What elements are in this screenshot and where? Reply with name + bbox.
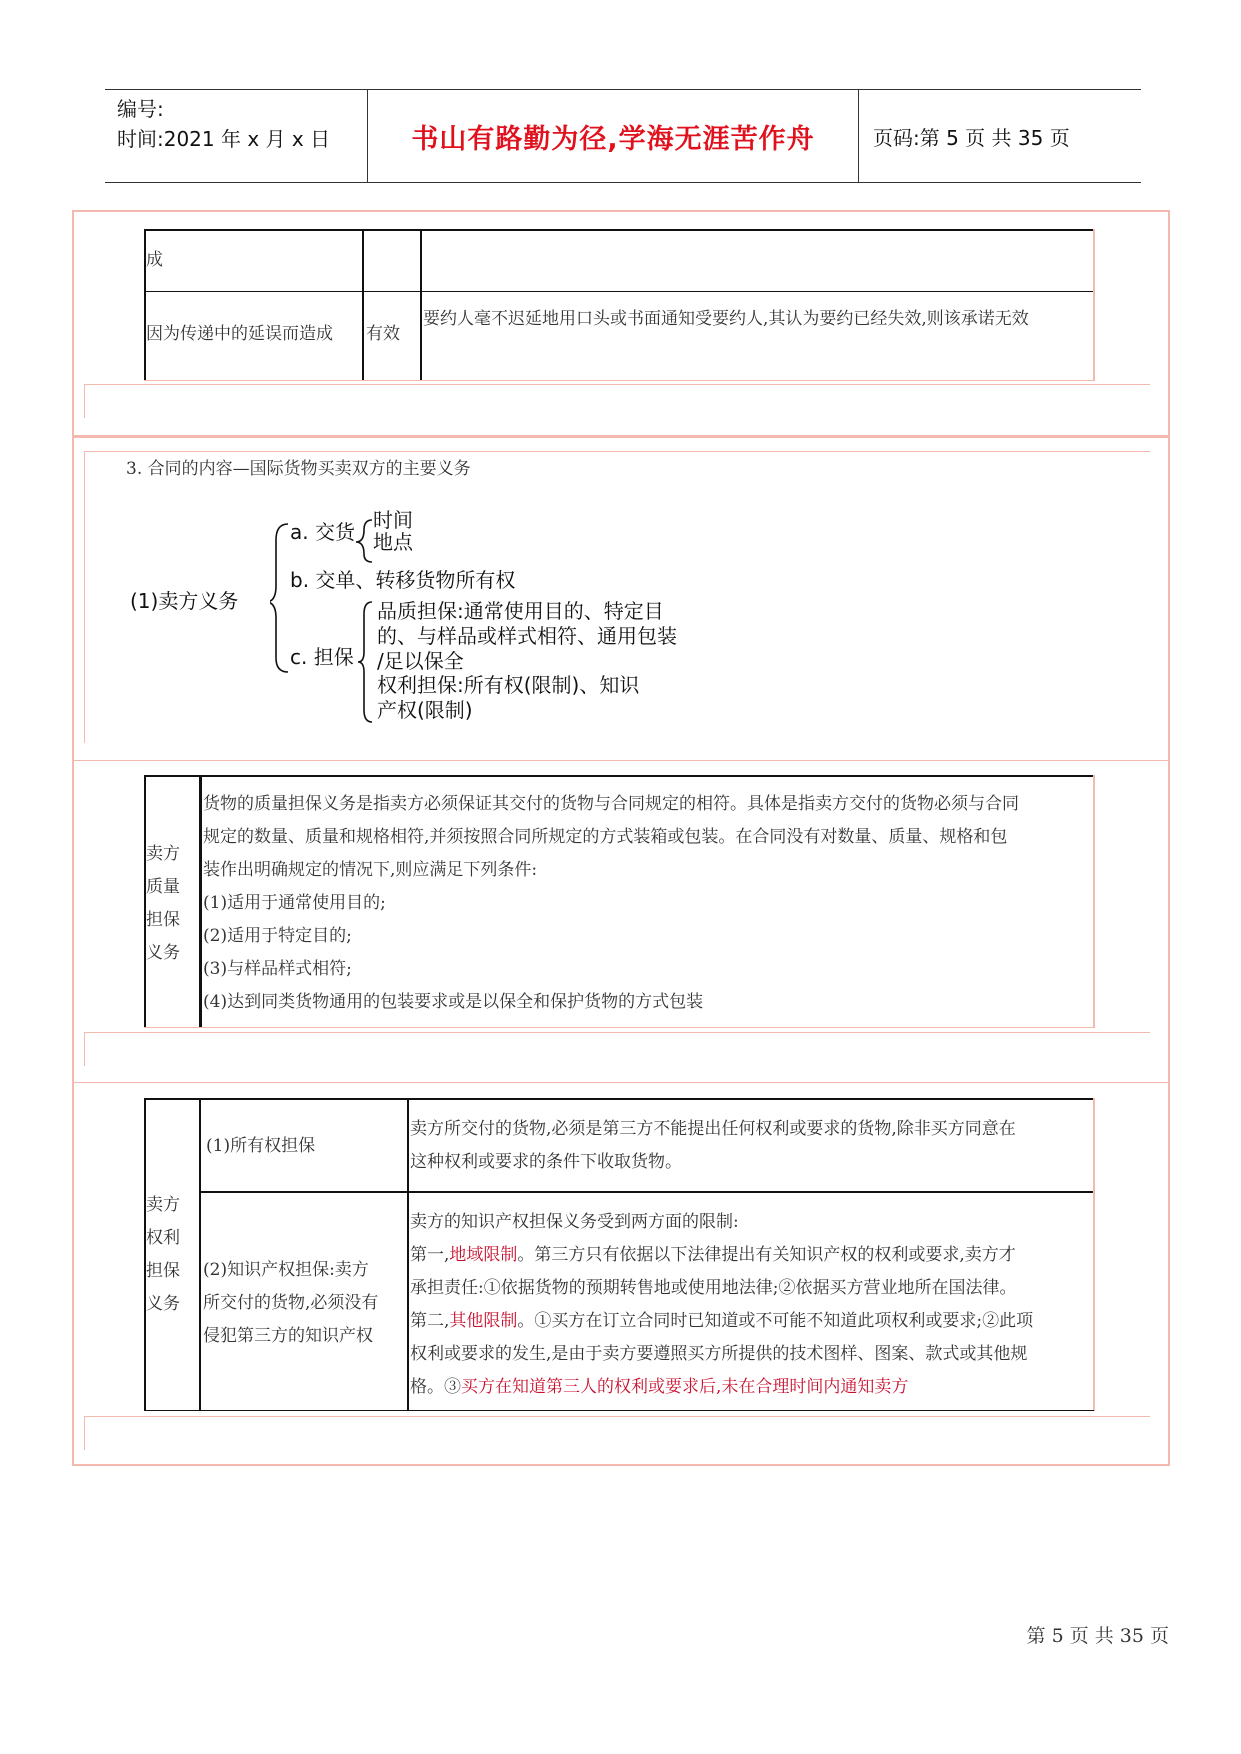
footer-page-number: 第 5 页 共 35 页 bbox=[1026, 1625, 1169, 1647]
table-cell: 因为传递中的延误而造成 bbox=[146, 324, 333, 344]
mindmap-root: (1)卖方义务 bbox=[130, 589, 239, 613]
ownership-guarantee-title: (1)所有权担保 bbox=[206, 1136, 316, 1156]
mindmap-leaf: 时间 bbox=[373, 508, 413, 532]
table-border bbox=[199, 775, 202, 1028]
highlight-other-limit: 其他限制 bbox=[449, 1311, 518, 1331]
header-meta bbox=[117, 94, 330, 154]
table-border bbox=[144, 291, 1094, 292]
frame-divider bbox=[72, 760, 1170, 761]
table-cell: 有效 bbox=[366, 324, 400, 344]
table-border bbox=[144, 229, 1094, 231]
mindmap-leaf: 产权(限制) bbox=[377, 698, 473, 722]
mindmap-node-c: c. 担保 bbox=[290, 645, 354, 669]
rights-label: 卖方 权利 担保 义务 bbox=[146, 1195, 180, 1314]
frame-divider bbox=[84, 451, 1150, 452]
document-time: 时间:2021 年 x 月 x 日 bbox=[117, 127, 331, 151]
table-border bbox=[1093, 1098, 1095, 1411]
table-border bbox=[420, 229, 422, 381]
frame-divider bbox=[84, 1416, 85, 1450]
frame-divider bbox=[72, 1082, 1170, 1083]
table-border bbox=[144, 775, 1094, 777]
table-border bbox=[199, 1098, 201, 1411]
table-border bbox=[199, 1191, 1094, 1193]
table-border bbox=[407, 1098, 409, 1411]
frame-divider bbox=[84, 384, 1150, 385]
section-title: 3. 合同的内容—国际货物买卖双方的主要义务 bbox=[126, 459, 471, 479]
table-border bbox=[144, 1027, 1094, 1028]
mindmap-node-a: a. 交货 bbox=[290, 520, 355, 544]
frame-divider bbox=[84, 451, 85, 743]
quality-label: 卖方 质量 担保 义务 bbox=[146, 844, 180, 963]
frame-divider bbox=[84, 1032, 85, 1066]
ip-guarantee-content: 卖方的知识产权担保义务受到两方面的限制: 第一,地域限制。第三方只有依据以下法律提出有关知识产权的权利或要求,卖方才 承担责任:①依据货物的预期转售地或使用地法律;②依据买方营业地所在国法律。 第二,其他限制。①买方在订立合同时已知道或不可能不知道此项权利或要求;②此项 权利或要求的发生,是由于卖方要遵照买方所提供的技术图样、图案、款式或其他规 格。③买方在知道第三人的权利或要求后,未在合理时间内通知卖方 bbox=[410, 1212, 1034, 1397]
mindmap-brace-icon bbox=[356, 598, 376, 726]
page-header bbox=[105, 89, 1141, 183]
table-border bbox=[144, 380, 1094, 381]
ownership-guarantee-content: 卖方所交付的货物,必须是第三方不能提出任何权利或要求的货物,除非买方同意在 这种权利或要求的条件下收取货物。 bbox=[410, 1119, 1016, 1172]
mindmap-leaf: 地点 bbox=[373, 530, 413, 554]
ip-guarantee-title: (2)知识产权担保:卖方 所交付的货物,必须没有 侵犯第三方的知识产权 bbox=[203, 1260, 379, 1346]
quality-content: 货物的质量担保义务是指卖方必须保证其交付的货物与合同规定的相符。具体是指卖方交付的货物必须与合同 规定的数量、质量和规格相符,并须按照合同所规定的方式装箱或包装。在合同没有对数量、质量、规格和包 装作出明确规定的情况下,则应满足下列条件: (1)适用于通常使用目的; (2)适用于特定目的; (3)与样品样式相符; (4)达到同类货物通用的包装要求或是以保全和保护货物的方式包装 bbox=[203, 794, 1019, 1012]
table-border bbox=[362, 229, 364, 381]
table-cell: 成 bbox=[146, 250, 163, 270]
mindmap-node-b: b. 交单、转移货物所有权 bbox=[290, 568, 516, 592]
header-divider bbox=[858, 90, 859, 182]
frame-divider bbox=[84, 1416, 1150, 1417]
header-motto: 书山有路勤为径,学海无涯苦作舟 bbox=[411, 123, 815, 155]
table-border bbox=[1093, 229, 1095, 381]
document-number: 编号: bbox=[117, 97, 164, 121]
table-border bbox=[144, 1098, 1094, 1100]
header-page-number: 页码:第 5 页 共 35 页 bbox=[873, 125, 1070, 150]
table-border bbox=[144, 1410, 1094, 1411]
frame-divider bbox=[84, 384, 85, 418]
table-cell: 要约人毫不迟延地用口头或书面通知受要约人,其认为要约已经失效,则该承诺无效 bbox=[423, 309, 1029, 329]
mindmap-leaf: 的、与样品或样式相符、通用包装 bbox=[377, 624, 677, 648]
highlight-notice-failure: 买方在知道第三人的权利或要求后,未在合理时间内通知卖方 bbox=[461, 1377, 909, 1397]
frame-divider bbox=[84, 1032, 1150, 1033]
mindmap-leaf: 品质担保:通常使用目的、特定目 bbox=[377, 599, 664, 623]
table-border bbox=[1093, 775, 1095, 1028]
mindmap-leaf: 权利担保:所有权(限制)、知识 bbox=[377, 673, 640, 697]
mindmap-leaf: /足以保全 bbox=[377, 649, 464, 673]
highlight-territorial-limit: 地域限制 bbox=[449, 1245, 518, 1265]
